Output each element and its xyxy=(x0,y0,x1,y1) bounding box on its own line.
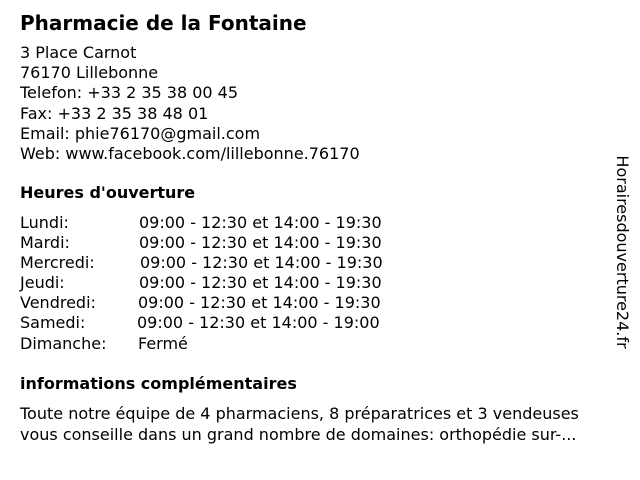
time-range: 09:00 - 12:30 et 14:00 - 19:00 xyxy=(137,313,380,333)
day-label: Samedi: xyxy=(20,313,86,333)
info-line: Toute notre équipe de 4 pharmaciens, 8 préparatrices et 3 vendeuses xyxy=(20,404,579,423)
fax-number: Fax: +33 2 35 38 48 01 xyxy=(20,103,209,123)
day-label: Dimanche: xyxy=(20,333,107,353)
time-range: 09:00 - 12:30 et 14:00 - 19:30 xyxy=(140,253,383,273)
contact-block xyxy=(20,43,360,164)
address-street: 3 Place Carnot xyxy=(20,43,137,62)
hours-heading: Heures d'ouverture xyxy=(20,183,196,202)
time-range: 09:00 - 12:30 et 14:00 - 19:30 xyxy=(138,293,381,313)
address-city: 76170 Lillebonne xyxy=(20,63,159,83)
info-text xyxy=(20,403,579,445)
website-link: Web: www.facebook.com/lillebonne.76170 xyxy=(20,144,360,164)
pharmacy-name: Pharmacie de la Fontaine xyxy=(20,11,307,35)
email-address: Email: phie76170@gmail.com xyxy=(20,123,261,143)
day-label: Mercredi: xyxy=(20,253,95,273)
info-line: vous conseille dans un grand nombre de domaines: orthopédie sur-... xyxy=(20,425,577,444)
time-range: 09:00 - 12:30 et 14:00 - 19:30 xyxy=(139,213,382,232)
day-label: Mardi: xyxy=(20,233,70,253)
day-label: Vendredi: xyxy=(20,293,96,313)
phone-number: Telefon: +33 2 35 38 00 45 xyxy=(20,83,239,103)
time-range: Fermé xyxy=(138,333,188,353)
time-range: 09:00 - 12:30 et 14:00 - 19:30 xyxy=(139,233,382,253)
day-label: Jeudi: xyxy=(20,273,65,293)
time-range: 09:00 - 12:30 et 14:00 - 19:30 xyxy=(139,273,382,293)
info-heading: informations complémentaires xyxy=(20,374,297,393)
source-watermark: Horairesdouverture24.fr xyxy=(613,155,632,349)
day-label: Lundi: xyxy=(20,213,69,232)
